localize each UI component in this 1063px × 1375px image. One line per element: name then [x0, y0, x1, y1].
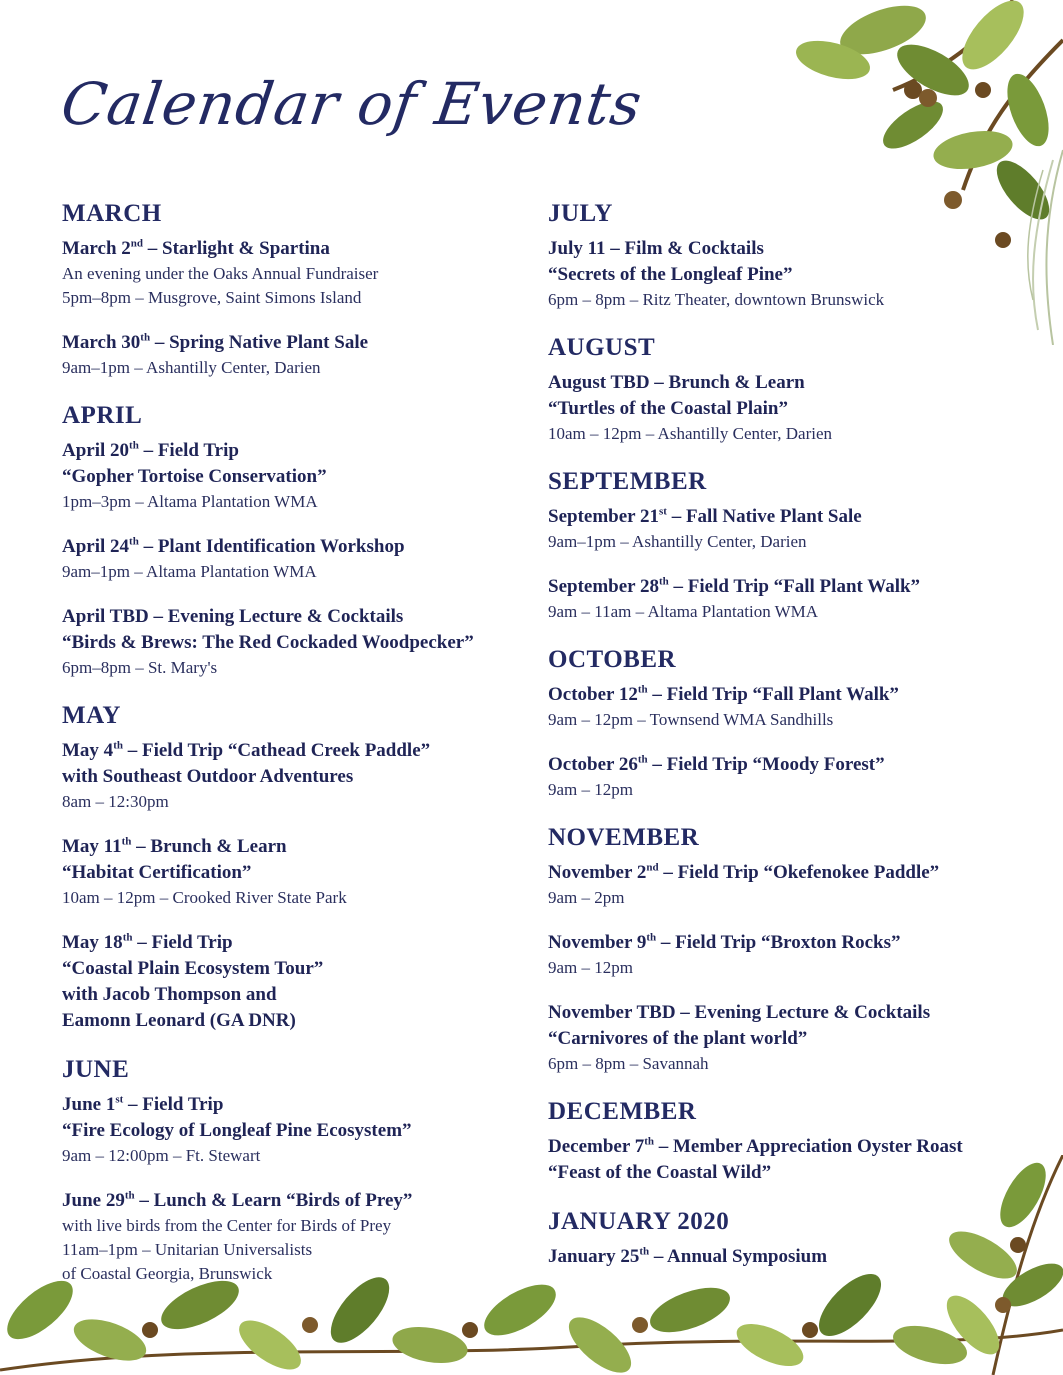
event-date: December 7: [548, 1136, 645, 1157]
event-detail: 9am–1pm – Altama Plantation WMA: [62, 562, 317, 581]
left-column: [62, 198, 532, 1306]
month-heading: JANUARY 2020: [548, 1208, 730, 1235]
event-title: [548, 930, 1028, 956]
event-detail: 9am–1pm – Ashantilly Center, Darien: [62, 358, 321, 377]
event-date: October 12: [548, 684, 638, 705]
date-ordinal: st: [115, 1093, 124, 1106]
event-detail: 5pm–8pm – Musgrove, Saint Simons Island: [62, 288, 362, 307]
month-section-december: [548, 1096, 1028, 1186]
event-date: September 28: [548, 576, 659, 597]
date-ordinal: nd: [646, 861, 659, 874]
event-title: [62, 438, 532, 464]
event-detail: 9am – 12pm: [548, 958, 633, 977]
month-heading: MAY: [62, 702, 121, 729]
event-item: [548, 236, 1028, 312]
event-detail: 6pm – 8pm – Ritz Theater, downtown Brunswick: [548, 290, 885, 309]
date-ordinal: th: [659, 575, 669, 588]
month-section-march: [62, 198, 532, 380]
event-title: [548, 752, 1028, 778]
event-subtitle: “Fire Ecology of Longleaf Pine Ecosystem”: [62, 1120, 412, 1141]
event-title: [62, 534, 532, 560]
event-detail: of Coastal Georgia, Brunswick: [62, 1264, 273, 1283]
month-heading: NOVEMBER: [548, 824, 700, 851]
event-subtitle: “Habitat Certification”: [62, 862, 252, 883]
month-heading: AUGUST: [548, 334, 656, 361]
event-title: [548, 860, 1028, 886]
date-ordinal: th: [140, 331, 151, 344]
event-item: [62, 534, 532, 584]
event-item: [548, 574, 1028, 624]
event-title: [548, 236, 1028, 262]
event-item: [62, 1092, 532, 1168]
event-date: June 1: [62, 1094, 116, 1115]
month-heading: DECEMBER: [548, 1098, 697, 1125]
event-subtitle: “Turtles of the Coastal Plain”: [548, 398, 788, 419]
event-item: [548, 930, 1028, 980]
event-name: – Member Appreciation Oyster Roast: [653, 1136, 963, 1157]
event-detail: with live birds from the Center for Birds of Prey: [62, 1216, 392, 1235]
month-section-july: [548, 198, 1028, 312]
event-name: – Spring Native Plant Sale: [150, 332, 369, 353]
event-item: [548, 370, 1028, 446]
event-title: [62, 1092, 532, 1118]
event-title: [62, 930, 532, 956]
event-item: [62, 438, 532, 514]
event-title: [548, 682, 1028, 708]
event-detail: 9am – 11am – Altama Plantation WMA: [548, 602, 819, 621]
event-name: – Field Trip “Cathead Creek Paddle”: [122, 740, 431, 761]
month-heading: SEPTEMBER: [548, 468, 707, 495]
event-detail: 9am – 2pm: [548, 888, 625, 907]
event-name: – Fall Native Plant Sale: [666, 506, 862, 527]
event-date: March 2: [62, 238, 131, 259]
event-title: [62, 604, 532, 630]
event-item: [62, 738, 532, 814]
date-ordinal: th: [121, 835, 132, 848]
event-name: – Plant Identification Workshop: [138, 536, 405, 557]
month-section-june: [62, 1054, 532, 1286]
event-detail: 9am – 12pm: [548, 780, 633, 799]
event-detail: 9am – 12pm – Townsend WMA Sandhills: [548, 710, 834, 729]
event-name: – Field Trip: [138, 440, 239, 461]
date-ordinal: th: [646, 931, 657, 944]
event-item: [548, 1000, 1028, 1076]
event-title: [62, 330, 532, 356]
event-item: [548, 1244, 1028, 1270]
event-detail: 6pm–8pm – St. Mary's: [62, 658, 218, 677]
event-detail: 10am – 12pm – Ashantilly Center, Darien: [548, 424, 833, 443]
date-ordinal: th: [637, 683, 648, 696]
event-date: May 11: [62, 836, 122, 857]
event-subtitle: with Jacob Thompson and: [62, 984, 277, 1005]
month-section-november: [548, 822, 1028, 1076]
event-detail: 9am–1pm – Ashantilly Center, Darien: [548, 532, 807, 551]
date-ordinal: st: [659, 505, 667, 518]
event-subtitle: “Carnivores of the plant world”: [548, 1028, 808, 1049]
event-date: November 2: [548, 862, 647, 883]
event-detail: 9am – 12:00pm – Ft. Stewart: [62, 1146, 261, 1165]
event-item: [548, 682, 1028, 732]
event-item: [548, 504, 1028, 554]
month-section-october: [548, 644, 1028, 802]
month-section-september: [548, 466, 1028, 624]
event-name: – Field Trip “Okefenokee Paddle”: [658, 862, 940, 883]
month-section-august: [548, 332, 1028, 446]
date-ordinal: th: [129, 439, 139, 452]
event-title: [548, 1000, 1028, 1026]
event-subtitle: “Feast of the Coastal Wild”: [548, 1162, 772, 1183]
event-date: November 9: [548, 932, 647, 953]
event-item: [548, 860, 1028, 910]
event-detail: An evening under the Oaks Annual Fundraiser: [62, 264, 379, 283]
event-date: November TBD – Evening Lecture & Cocktails: [548, 1002, 931, 1023]
event-name: – Annual Symposium: [649, 1246, 828, 1267]
event-item: [548, 752, 1028, 802]
event-date: April 24: [62, 536, 130, 557]
event-item: [548, 1134, 1028, 1186]
event-date: May 18: [62, 932, 123, 953]
event-name: – Field Trip: [132, 932, 233, 953]
date-ordinal: th: [124, 1189, 135, 1202]
date-ordinal: th: [129, 535, 139, 548]
event-name: – Field Trip “Fall Plant Walk”: [647, 684, 899, 705]
event-name: – Field Trip: [123, 1094, 224, 1115]
event-date: April TBD – Evening Lecture & Cocktails: [62, 606, 404, 627]
month-heading: JUNE: [62, 1056, 130, 1083]
page-title: Calendar of Events: [57, 70, 647, 138]
event-title: [548, 574, 1028, 600]
event-name: – Field Trip “Fall Plant Walk”: [668, 576, 921, 597]
month-section-april: [62, 400, 532, 680]
event-subtitle: “Birds & Brews: The Red Cockaded Woodpecker”: [62, 632, 474, 653]
event-item: [62, 330, 532, 380]
month-heading: JULY: [548, 200, 613, 227]
event-date: January 25: [548, 1246, 640, 1267]
event-detail: 8am – 12:30pm: [62, 792, 169, 811]
event-subtitle: “Coastal Plain Ecosystem Tour”: [62, 958, 324, 979]
event-detail: 10am – 12pm – Crooked River State Park: [62, 888, 347, 907]
event-date: June 29: [62, 1190, 125, 1211]
event-name: – Brunch & Learn: [131, 836, 287, 857]
event-date: September 21: [548, 506, 659, 527]
event-title: [62, 1188, 532, 1214]
event-name: – Lunch & Learn “Birds of Prey”: [134, 1190, 413, 1211]
date-ordinal: th: [644, 1135, 654, 1148]
event-item: [62, 236, 532, 310]
event-title: [548, 504, 1028, 530]
event-item: [62, 834, 532, 910]
date-ordinal: nd: [130, 237, 144, 250]
event-detail: 6pm – 8pm – Savannah: [548, 1054, 709, 1073]
event-title: [548, 1244, 1028, 1270]
event-subtitle: “Secrets of the Longleaf Pine”: [548, 264, 793, 285]
month-heading: OCTOBER: [548, 646, 677, 673]
event-name: – Field Trip “Broxton Rocks”: [656, 932, 901, 953]
month-section-may: [62, 700, 532, 1034]
right-column: [548, 198, 1028, 1290]
event-date: April 20: [62, 440, 130, 461]
month-heading: APRIL: [62, 402, 143, 429]
date-ordinal: th: [122, 931, 133, 944]
event-subtitle: with Southeast Outdoor Adventures: [62, 766, 354, 787]
event-detail: 11am–1pm – Unitarian Universalists: [62, 1240, 313, 1259]
month-section-january-2020: [548, 1206, 1028, 1270]
date-ordinal: th: [637, 753, 648, 766]
event-title: [62, 236, 532, 262]
event-subtitle: “Gopher Tortoise Conservation”: [62, 466, 327, 487]
event-item: [62, 930, 532, 1034]
date-ordinal: th: [113, 739, 123, 752]
event-date: July 11 – Film & Cocktails: [548, 238, 764, 259]
event-detail: 1pm–3pm – Altama Plantation WMA: [62, 492, 318, 511]
event-title: [62, 834, 532, 860]
month-heading: MARCH: [62, 200, 162, 227]
event-title: [62, 738, 532, 764]
event-item: [62, 604, 532, 680]
event-date: May 4: [62, 740, 114, 761]
event-date: August TBD – Brunch & Learn: [548, 372, 805, 393]
date-ordinal: th: [639, 1245, 650, 1258]
event-title: [548, 370, 1028, 396]
event-item: [62, 1188, 532, 1286]
event-name: – Field Trip “Moody Forest”: [647, 754, 885, 775]
event-date: October 26: [548, 754, 638, 775]
event-date: March 30: [62, 332, 141, 353]
event-title: [548, 1134, 1028, 1160]
event-name: – Starlight & Spartina: [143, 238, 330, 259]
event-subtitle: Eamonn Leonard (GA DNR): [62, 1010, 296, 1031]
